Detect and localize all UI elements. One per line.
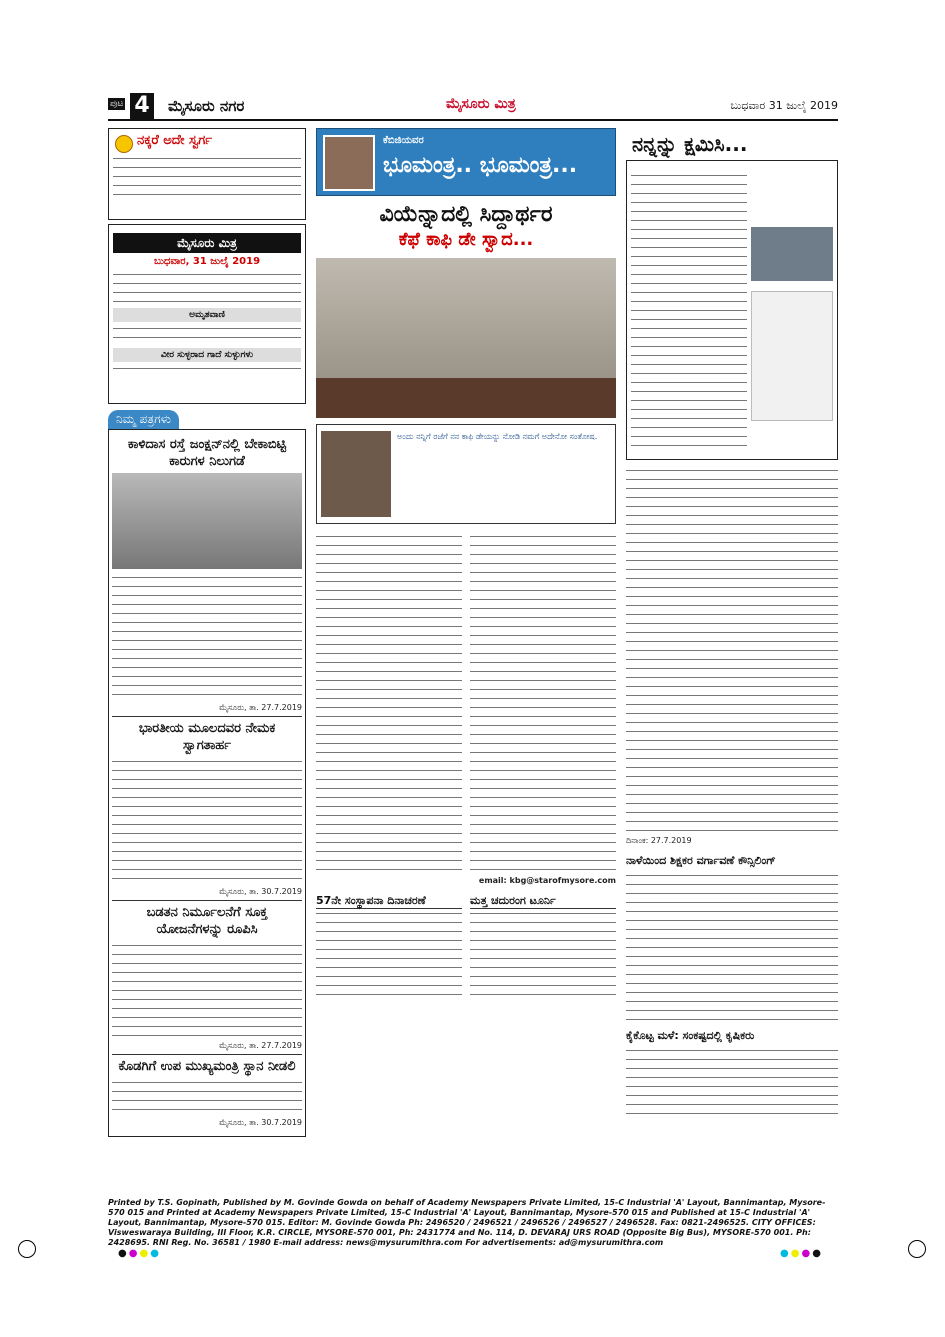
veera-heading: ವೀರ ಸುಳ್ಳರಾದ ಗಾದೆ ಸುಳ್ಳುಗಳು	[113, 348, 301, 362]
page-label: ಪುಟ	[110, 99, 124, 109]
paper-info-box	[108, 224, 306, 404]
letter4-text	[112, 1078, 302, 1118]
article-col-1	[316, 532, 462, 872]
registration-mark-icon	[908, 1240, 926, 1258]
transfer-heading: ನಾಳೆಯಿಂದ ಶಿಕ್ಷಕರ ವರ್ಗಾವಣೆ ಕೌನ್ಸಿಲಿಂಗ್	[626, 854, 776, 867]
left-column	[108, 128, 306, 1127]
apology-continued	[626, 466, 838, 836]
letter4-heading: ಕೊಡಗಿಗೆ ಉಪ ಮುಖ್ಯಮಂತ್ರಿ ಸ್ಥಾನ ನೀಡಲಿ	[112, 1054, 302, 1078]
letter1-text	[112, 573, 302, 703]
column-title: ಭೂಮಂತ್ರ.. ಭೂಮಂತ್ರ...	[383, 153, 578, 178]
author-email: email: kbg@starofmysore.com	[478, 876, 616, 885]
apology-text	[631, 171, 747, 451]
rain-heading: ಕೈಕೊಟ್ಟ ಮಳೆ: ಸಂಕಷ್ಟದಲ್ಲಿ ಕೃಷಿಕರು	[626, 1029, 755, 1042]
paper-logo: ಮೈಸೂರು ಮಿತ್ರ	[446, 96, 516, 112]
quote-box	[316, 424, 616, 524]
joke-title: ನಕ್ಕರೆ ಅದೇ ಸ್ವರ್ಗ	[137, 133, 212, 148]
article-body	[316, 532, 616, 872]
amrutavani-heading: ಅಮೃತವಾಣಿ	[113, 308, 301, 322]
transfer-text	[626, 871, 838, 1021]
brief2-heading: ಮತ್ತ ಚದುರಂಗ ಟೂರ್ನಿ	[470, 894, 616, 909]
paper-logo-box: ಮೈಸೂರು ಮಿತ್ರ	[113, 233, 301, 253]
letter3-text	[112, 941, 302, 1041]
brief1-heading: 57ನೇ ಸಂಸ್ಥಾಪನಾ ದಿನಾಚರಣೆ	[316, 894, 462, 909]
veera-text	[113, 364, 301, 374]
main-subheadline: ಕೆಫೆ ಕಾಫಿ ಡೇ ಸ್ವಾದ...	[398, 229, 534, 250]
info-date: ಬುಧವಾರ, 31 ಜುಲೈ 2019	[153, 256, 261, 267]
issue-date: ಬುಧವಾರ 31 ಜುಲೈ 2019	[730, 99, 838, 112]
apology-date: ದಿನಾಂಕ: 27.7.2019	[626, 836, 692, 845]
letter3-heading: ಬಡತನ ನಿರ್ಮೂಲನೆಗೆ ಸೂಕ್ತ ಯೋಜನೆಗಳನ್ನು ರೂಪಿಸಿ	[112, 900, 302, 941]
letters-box	[108, 429, 306, 1137]
rain-text	[626, 1046, 838, 1116]
person-photo	[751, 227, 833, 281]
color-dots-icon: ●●●●	[118, 1248, 161, 1259]
cafe-building-photo	[316, 258, 616, 418]
masthead	[108, 95, 838, 121]
brief1-text	[316, 909, 462, 999]
apology-title: ನನ್ನನ್ನು ಕ್ಷಮಿಸಿ...	[632, 132, 748, 156]
joke-text	[113, 154, 301, 198]
middle-column	[316, 128, 616, 1138]
letter3-sign: ಮೈಸೂರು, ತಾ. 27.7.2019	[219, 1041, 302, 1050]
letters-tab: ನಿಮ್ಮ ಪತ್ರಗಳು	[108, 410, 179, 429]
letter2-heading: ಭಾರತೀಯ ಮೂಲದವರ ನೇಮಕ ಸ್ವಾಗತಾರ್ಹ	[112, 716, 302, 757]
brief2-text	[470, 909, 616, 999]
joke-box	[108, 128, 306, 220]
apology-box	[626, 160, 838, 460]
letter2-sign: ಮೈಸೂರು, ತಾ. 30.7.2019	[219, 887, 302, 896]
author-photo	[323, 135, 375, 191]
imprint-footer: Printed by T.S. Gopinath, Published by M. Govinde Gowda on behalf of Academy Newspapers Private Limited, 15-C Industrial 'A' Layout, Bannimantap, Mysore-570 015 and Printed at Academy Newspapers Private Limited, 15-C Industrial 'A' Layout, Bannimantap, Mysore-570 015 and Published at 15-C Industrial 'A' Layout, Bannimantap, Mysore-570 015. Editor: M. Govinde Gowda Ph: 2496520 / 2496521 / 2496526 / 2496527 / 2496528. Fax: 0821-2496525. CITY OFFICES: Visweswaraya Building, III Floor, K.R. CIRCLE, MYSORE-570 001, Ph: 2431774 and No. 114, D. DEVARAJ URS ROAD (Opposite Big Bus), MYSORE-570 001. Ph: 2428695. RNI Reg. No. 36581 / 1980 E-mail address: news@mysurumithra.com For advertisements: ad@mysurumithra.com	[108, 1198, 826, 1247]
smiley-icon	[115, 135, 133, 153]
letter1-sign: ಮೈಸೂರು, ತಾ. 27.7.2019	[219, 703, 302, 712]
column-banner	[316, 128, 616, 196]
page-number: 4	[130, 93, 154, 119]
quote-photo	[321, 431, 391, 517]
color-dots-icon: ●●●●	[780, 1248, 823, 1259]
main-headline: ವಿಯೆನ್ನಾದಲ್ಲಿ ಸಿದ್ದಾರ್ಥರ	[379, 202, 553, 227]
bottom-briefs	[316, 894, 616, 1004]
letter2-text	[112, 757, 302, 887]
section-city: ಮೈಸೂರು ನಗರ	[168, 97, 245, 115]
info-text	[113, 270, 301, 304]
article-col-2	[470, 532, 616, 872]
letter4-sign: ಮೈಸೂರು, ತಾ. 30.7.2019	[219, 1118, 302, 1127]
amrutavani-text	[113, 324, 301, 344]
column-byline: ಕೆಬಿಜಿಯವರ	[383, 135, 424, 146]
letter1-photo	[112, 473, 302, 569]
quote-text: ಅಂದು ನನ್ನಿಗೆ ರಜೆಗೆ ನನ ಕಾಫಿ ಡೇಯನ್ನು ನೋಡಿ ನಮಗೆ ಅದೇನೋ ಸಂತೋಷ.	[397, 432, 598, 441]
registration-mark-icon	[18, 1240, 36, 1258]
letter1-heading: ಕಾಳಿದಾಸ ರಸ್ತೆ ಜಂಕ್ಷನ್‌ನಲ್ಲಿ ಬೇಕಾಬಿಟ್ಟಿ ಕಾರುಗಳ ನಿಲುಗಡೆ	[127, 437, 287, 469]
right-column	[626, 128, 838, 1138]
letter-scan	[751, 291, 833, 421]
